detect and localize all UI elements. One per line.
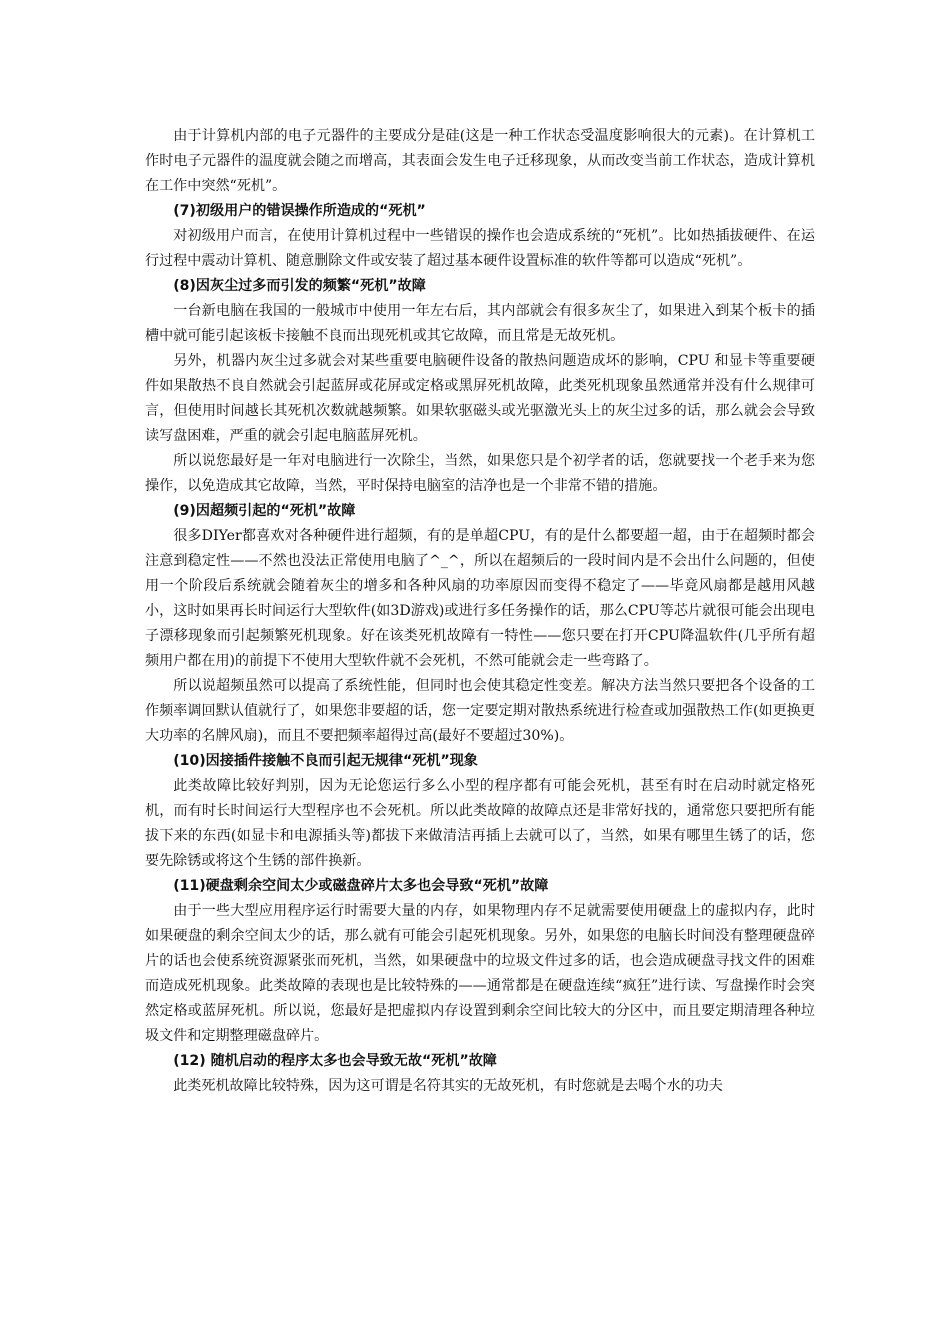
paragraph: 很多DIYer都喜欢对各种硬件进行超频，有的是单超CPU，有的是什么都要超一超，由于在超频时都会注意到稳定性——不然也没法正常使用电脑了^_^，所以在超频后的一段时间内是不会出什么问题的，但使用一个阶段后系统就会随着灰尘的增多和各种风扇的功率原因而变得不稳定了——毕竟风扇都是越用风越小，这时如果再长时间运行大型软件(如3D游戏)或进行多任务操作的话，那么CPU等芯片就很可能会出现电子漂移现象而引起频繁死机现象。好在该类死机故障有一特性——您只要在打开CPU降温软件(几乎所有超频用户都在用)的前提下不使用大型软件就不会死机，不然可能就会走一些弯路了。 bbox=[145, 528, 816, 669]
paragraph: 此类故障比较好判别，因为无论您运行多么小型的程序都有可能会死机，甚至有时在启动时就定格死机，而有时长时间运行大型程序也不会死机。所以此类故障的故障点还是非常好找的，通常您只要把所有能拔下来的东西(如显卡和电源插头等)都拔下来做清洁再插上去就可以了，当然，如果有哪里生锈了的话，您要先除锈或将这个生锈的部件换新。 bbox=[145, 778, 815, 869]
paragraph: 所以说超频虽然可以提高了系统性能，但同时也会使其稳定性变差。解决方法当然只要把各个设备的工作频率调回默认值就行了，如果您非要超的话，您一定要定期对散热系统进行检查或加强散热工作(如更换更大功率的名牌风扇)，而且不要把频率超得过高(最好不要超过30%)。 bbox=[145, 678, 815, 744]
section-heading: (8)因灰尘过多而引发的频繁“死机”故障 bbox=[173, 278, 426, 294]
paragraph: 由于一些大型应用程序运行时需要大量的内存，如果物理内存不足就需要使用硬盘上的虚拟内存，此时如果硬盘的剩余空间太少的话，那么就有可能会引起死机现象。另外，如果您的电脑长时间没有整理硬盘碎片的话也会使系统资源紧张而死机，当然，如果硬盘中的垃圾文件过多的话，也会造成硬盘寻找文件的困难而造成死机现象。此类故障的表现也是比较特殊的——通常都是在硬盘连续“疯狂”进行读、写盘操作时会突然定格或蓝屏死机。所以说，您最好是把虚拟内存设置到剩余空间比较大的分区中，而且要定期清理各种垃圾文件和定期整理磁盘碎片。 bbox=[145, 903, 815, 1044]
section-heading: (11)硬盘剩余空间太少或磁盘碎片太多也会导致“死机”故障 bbox=[173, 878, 549, 894]
paragraph: 此类死机故障比较特殊，因为这可谓是名符其实的无故死机，有时您就是去喝个水的功夫 bbox=[173, 1078, 723, 1094]
section-heading: (7)初级用户的错误操作所造成的“死机” bbox=[173, 203, 426, 219]
section-heading: (9)因超频引起的“死机”故障 bbox=[173, 503, 356, 519]
paragraph: 由于计算机内部的电子元器件的主要成分是硅(这是一种工作状态受温度影响很大的元素)。在计算机工作时电子元器件的温度就会随之而增高，其表面会发生电子迁移现象，从而改变当前工作状态，造成计算机在工作中突然“死机”。 bbox=[145, 128, 815, 194]
paragraph: 一台新电脑在我国的一般城市中使用一年左右后，其内部就会有很多灰尘了，如果进入到某个板卡的插槽中就可能引起该板卡接触不良而出现死机或其它故障，而且常是无故死机。 bbox=[145, 303, 815, 344]
section-heading: (10)因接插件接触不良而引起无规律“死机”现象 bbox=[173, 753, 478, 769]
paragraph: 所以说您最好是一年对电脑进行一次除尘，当然，如果您只是个初学者的话，您就要找一个老手来为您操作，以免造成其它故障，当然，平时保持电脑室的洁净也是一个非常不错的措施。 bbox=[145, 453, 815, 494]
section-heading: (12) 随机启动的程序太多也会导致无故“死机”故障 bbox=[173, 1053, 497, 1069]
document-page bbox=[145, 124, 815, 1099]
paragraph: 另外，机器内灰尘过多就会对某些重要电脑硬件设备的散热问题造成坏的影响，CPU 和显卡等重要硬件如果散热不良自然就会引起蓝屏或花屏或定格或黑屏死机故障，此类死机现象虽然通常并没有什么规律可言，但使用时间越长其死机次数就越频繁。如果软驱磁头或光驱激光头上的灰尘过多的话，那么就会会导致读写盘困难，严重的就会引起电脑蓝屏死机。 bbox=[145, 353, 815, 444]
paragraph: 对初级用户而言，在使用计算机过程中一些错误的操作也会造成系统的“死机”。比如热插拔硬件、在运行过程中震动计算机、随意删除文件或安装了超过基本硬件设置标准的软件等都可以造成“死机”。 bbox=[145, 228, 815, 269]
